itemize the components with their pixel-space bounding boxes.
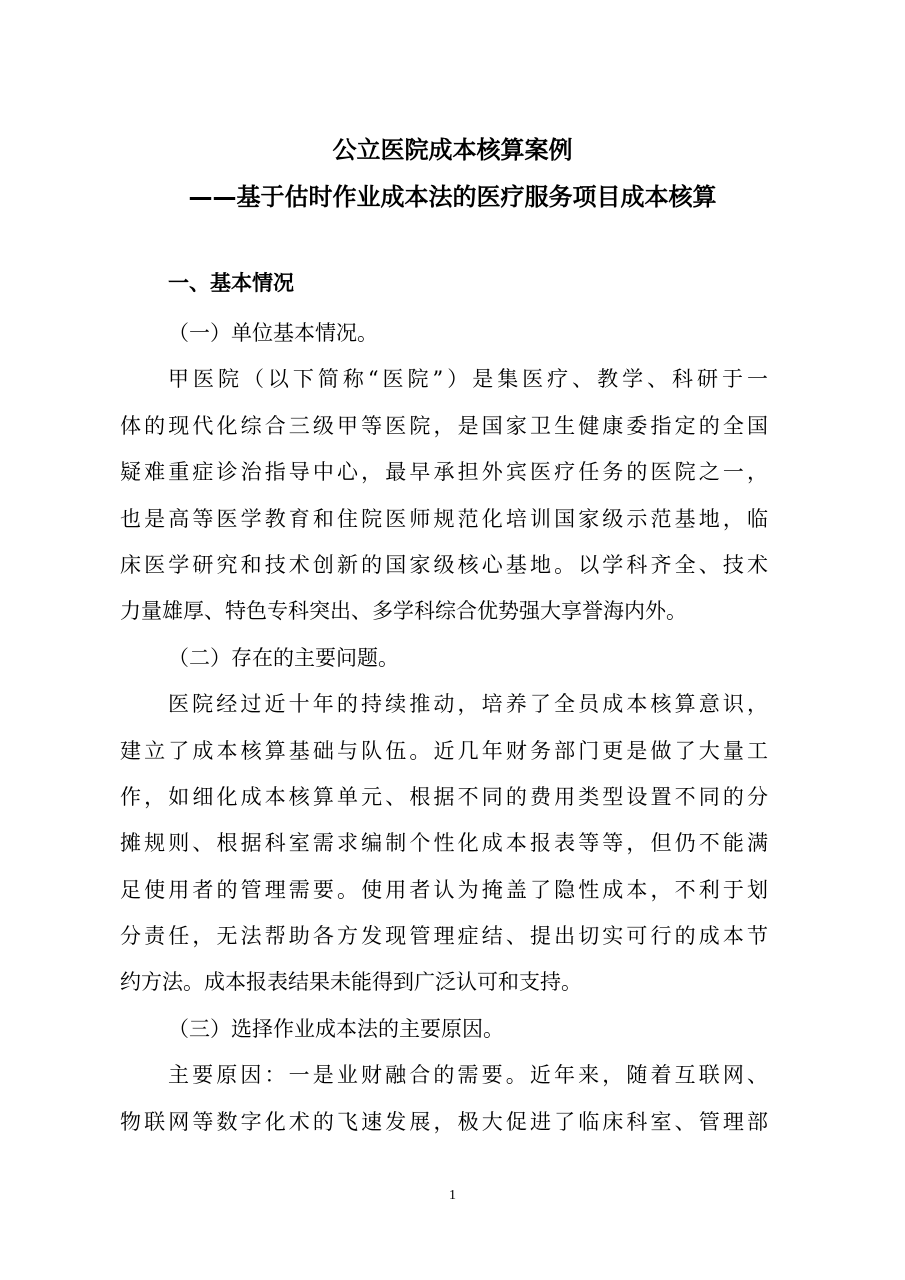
paragraph-line: 约方法。成本报表结果未能得到广泛认可和支持。 xyxy=(120,970,582,995)
paragraph-line: 甲医院（以下简称“医院”）是集医疗、教学、科研于一 xyxy=(168,367,768,392)
page-number: 1 xyxy=(449,1188,456,1203)
paragraph-line: 也是高等医学教育和住院医师规范化培训国家级示范基地，临 xyxy=(120,506,768,531)
document-subtitle: ——基于估时作业成本法的医疗服务项目成本核算 xyxy=(188,183,717,211)
paragraph-line: 主要原因：一是业财融合的需要。近年来，随着互联网、 xyxy=(168,1063,768,1088)
subsection-heading: （二）存在的主要问题。 xyxy=(168,645,399,670)
paragraph-line: 作，如细化成本核算单元、根据不同的费用类型设置不同的分 xyxy=(120,784,768,809)
paragraph-line: 分责任，无法帮助各方发现管理症结、提出切实可行的成本节 xyxy=(120,924,768,949)
paragraph-line: 建立了成本核算基础与队伍。近几年财务部门更是做了大量工 xyxy=(120,738,768,763)
document-title: 公立医院成本核算案例 xyxy=(332,136,573,164)
paragraph-line: 床医学研究和技术创新的国家级核心基地。以学科齐全、技术 xyxy=(120,552,768,577)
section-heading: 一、基本情况 xyxy=(168,271,294,295)
paragraph-line: 足使用者的管理需要。使用者认为掩盖了隐性成本，不利于划 xyxy=(120,877,768,902)
paragraph-line: 力量雄厚、特色专科突出、多学科综合优势强大享誉海内外。 xyxy=(120,599,687,624)
paragraph-line: 医院经过近十年的持续推动，培养了全员成本核算意识， xyxy=(168,692,768,717)
subsection-heading: （一）单位基本情况。 xyxy=(168,321,378,345)
paragraph-line: 物联网等数字化术的飞速发展，极大促进了临床科室、管理部 xyxy=(120,1109,768,1134)
body-text xyxy=(120,310,780,1145)
paragraph-line: 疑难重症诊治指导中心，最早承担外宾医疗任务的医院之一， xyxy=(120,460,768,485)
paragraph-line: 体的现代化综合三级甲等医院，是国家卫生健康委指定的全国 xyxy=(120,413,768,438)
subsection-heading: （三）选择作业成本法的主要原因。 xyxy=(168,1016,504,1041)
paragraph-line: 摊规则、根据科室需求编制个性化成本报表等等，但仍不能满 xyxy=(120,831,768,856)
